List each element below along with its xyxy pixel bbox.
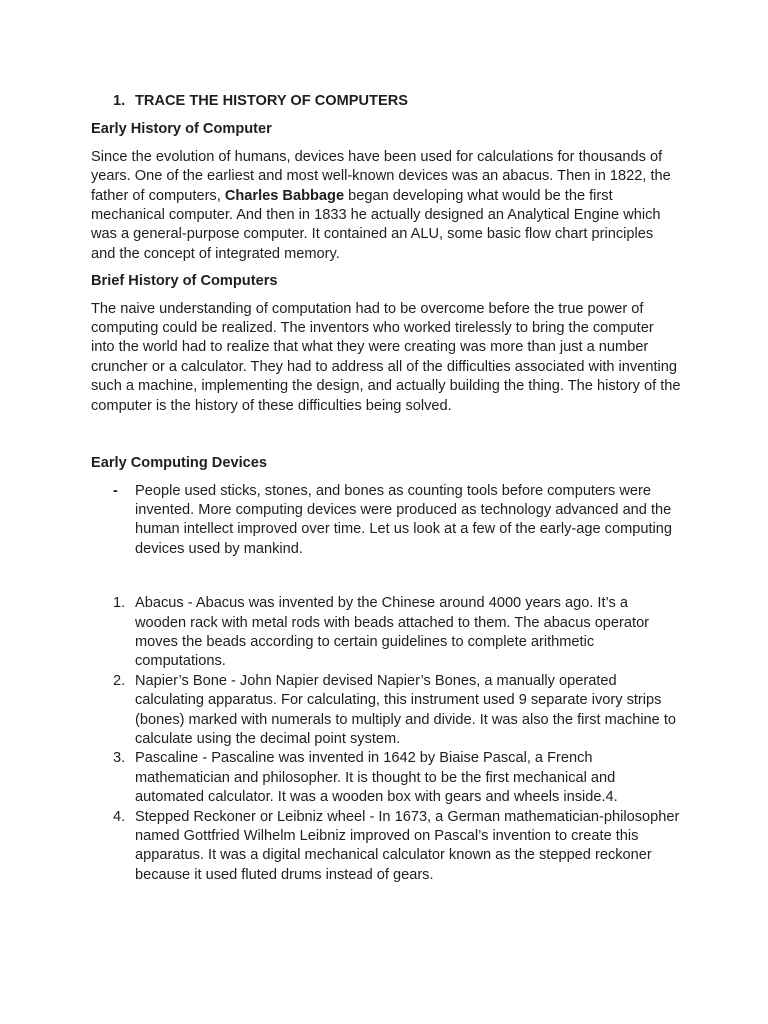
list-item xyxy=(91,749,681,807)
title-number: 1. xyxy=(113,93,126,109)
item-text: Pascaline - Pascaline was invented in 1642 by Biaise Pascal, a French mathematician and philosopher. It is thought to be the first mechanical and automated calculator. It was a wooden box with gears and wheels inside.4. xyxy=(135,750,618,806)
paragraph-early-history-part-2: began developing what would be the first mechanical computer. And then in 1833 he actually designed an Analytical Engine which was a general-purpose computer. It contained an ALU, some basic flow chart principles and the concept of integrated memory. xyxy=(91,187,661,262)
item-number: 1. xyxy=(113,595,126,612)
heading-early-devices: Early Computing Devices xyxy=(91,455,267,472)
item-text: Abacus - Abacus was invented by the Chinese around 4000 years ago. It’s a wooden rack with metal rods with beads attached to them. The abacus operator moves the beads according to certain guidelines to complete arithmetic computations. xyxy=(135,595,650,670)
paragraph-early-history-part-1: Since the evolution of humans, devices have been used for calculations for thousands of years. One of the earliest and most well-known devices was an abacus. Then in 1822, the father of computers, xyxy=(91,148,671,204)
bullet-text: People used sticks, stones, and bones as counting tools before computers were invented. More computing devices were produced as technology advanced and the human intellect improved over time. Let us look at a few of the early-age computing devices used by mankind. xyxy=(135,482,673,557)
bold-name-babbage: Charles Babbage xyxy=(224,187,345,204)
paragraph-early-history xyxy=(91,148,681,264)
heading-brief-history: Brief History of Computers xyxy=(91,273,278,290)
bullet-marker: - xyxy=(113,482,118,499)
document-page xyxy=(91,92,681,885)
bullet-list xyxy=(91,482,681,560)
list-item xyxy=(91,672,681,750)
list-item xyxy=(91,482,681,560)
list-item xyxy=(91,594,681,672)
list-item xyxy=(91,808,681,886)
item-number: 2. xyxy=(113,672,126,689)
item-number: 4. xyxy=(113,808,126,825)
paragraph-brief-history: The naive understanding of computation had to be overcome before the true power of computing could be realized. The inventors who worked tirelessly to bring the computer into the world had to realize that what they were creating was more than just a number cruncher or a calculator. They had to address all of the difficulties associated with inventing such a machine, implementing the design, and actually building the thing. The history of the computer is the history of these difficulties being solved. xyxy=(91,300,681,414)
heading-early-history: Early History of Computer xyxy=(91,121,272,138)
devices-list xyxy=(91,594,681,885)
item-number: 3. xyxy=(113,750,126,767)
document-title xyxy=(113,92,681,111)
title-text: TRACE THE HISTORY OF COMPUTERS xyxy=(135,93,408,109)
item-text: Napier’s Bone - John Napier devised Napier’s Bones, a manually operated calculating apparatus. For calculating, this instrument used 9 separate ivory strips (bones) marked with numerals to multiply and divide. It was also the first machine to calculate using the decimal point system. xyxy=(135,672,677,747)
item-text: Stepped Reckoner or Leibniz wheel - In 1673, a German mathematician-philosopher named Gottfried Wilhelm Leibniz improved on Pascal’s invention to create this apparatus. It was a digital mechanical calculator known as the stepped reckoner because it used fluted drums instead of gears. xyxy=(135,808,680,883)
